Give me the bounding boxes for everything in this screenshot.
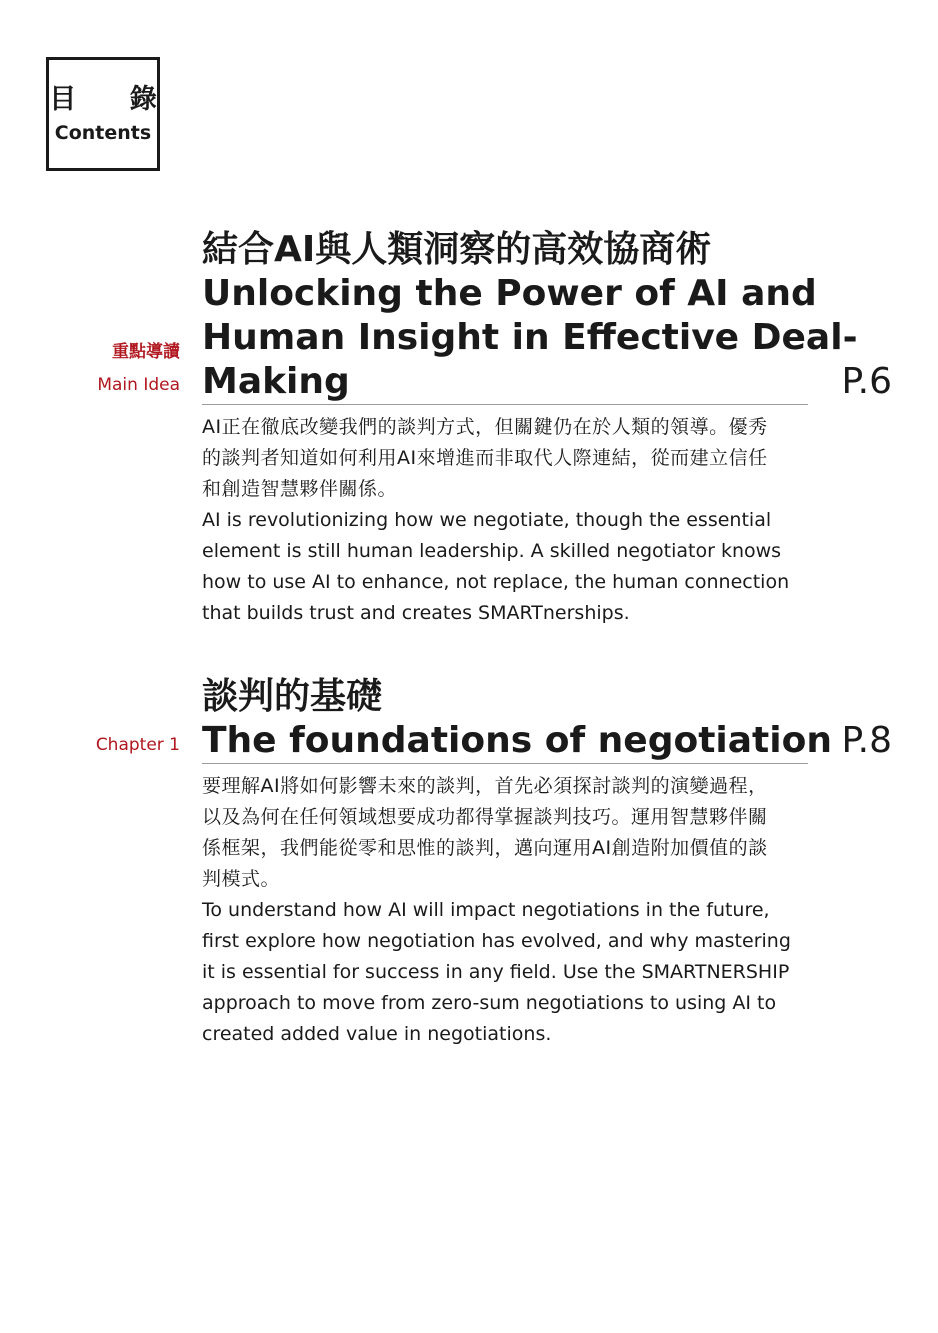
entry-label-en: Main Idea xyxy=(97,375,180,395)
desc-zh-line: 的談判者知道如何利用AI來增進而非取代人際連結，從而建立信任 xyxy=(202,447,768,469)
desc-en-line: approach to move from zero-sum negotiations to using AI to xyxy=(202,992,777,1014)
entry-title-line: The foundations of negotiation xyxy=(202,720,832,761)
desc-en-line: that builds trust and creates SMARTnerships. xyxy=(202,602,630,624)
desc-en-line: To understand how AI will impact negotiations in the future, xyxy=(202,899,770,921)
entry-page-number[interactable]: P.6 xyxy=(841,361,892,402)
toc-heading-box xyxy=(46,57,179,171)
desc-zh-line: 要理解AI將如何影響未來的談判，首先必須探討談判的演變過程， xyxy=(202,775,768,797)
entry-title-line: 談判的基礎 xyxy=(202,676,383,717)
entry-title-line: Unlocking the Power of AI and xyxy=(202,273,817,314)
toc-title-en: Contents xyxy=(54,122,152,144)
toc-title-zh: 目 錄 xyxy=(49,84,179,115)
entry-label xyxy=(96,734,180,756)
entry-title-line: 結合AI與人類洞察的高效協商術 xyxy=(202,229,712,270)
desc-en-line: created added value in negotiations. xyxy=(202,1023,552,1045)
desc-en-line: AI is revolutionizing how we negotiate, though the essential xyxy=(202,509,772,531)
entry-label-en: Chapter 1 xyxy=(95,735,180,755)
desc-zh-line: 和創造智慧夥伴關係。 xyxy=(202,478,398,500)
entry-page-number[interactable]: P.8 xyxy=(841,720,892,761)
desc-en-line: it is essential for success in any field. Use the SMARTNERSHIP xyxy=(202,961,790,983)
desc-en-line: element is still human leadership. A skilled negotiator knows xyxy=(202,540,782,562)
entry-title-line: Making xyxy=(202,361,350,402)
entry-description xyxy=(202,412,812,629)
entry-title-line: Human Insight in Effective Deal- xyxy=(202,317,858,358)
desc-zh-line: 以及為何在任何領域想要成功都得掌握談判技巧。運用智慧夥伴關 xyxy=(202,806,768,828)
desc-zh-line: AI正在徹底改變我們的談判方式，但關鍵仍在於人類的領導。優秀 xyxy=(202,416,768,438)
desc-en-line: how to use AI to enhance, not replace, the human connection xyxy=(202,571,790,593)
entry-title[interactable] xyxy=(202,228,858,405)
desc-en-line: first explore how negotiation has evolved, and why mastering xyxy=(202,930,791,952)
entry-label-zh: 重點導讀 xyxy=(112,342,180,362)
entry-description xyxy=(202,771,812,1050)
desc-zh-line: 係框架，我們能從零和思惟的談判，邁向運用AI創造附加價值的談 xyxy=(202,837,768,859)
desc-zh-line: 判模式。 xyxy=(202,868,281,890)
entry-title[interactable] xyxy=(202,675,832,764)
entry-label xyxy=(97,341,180,396)
